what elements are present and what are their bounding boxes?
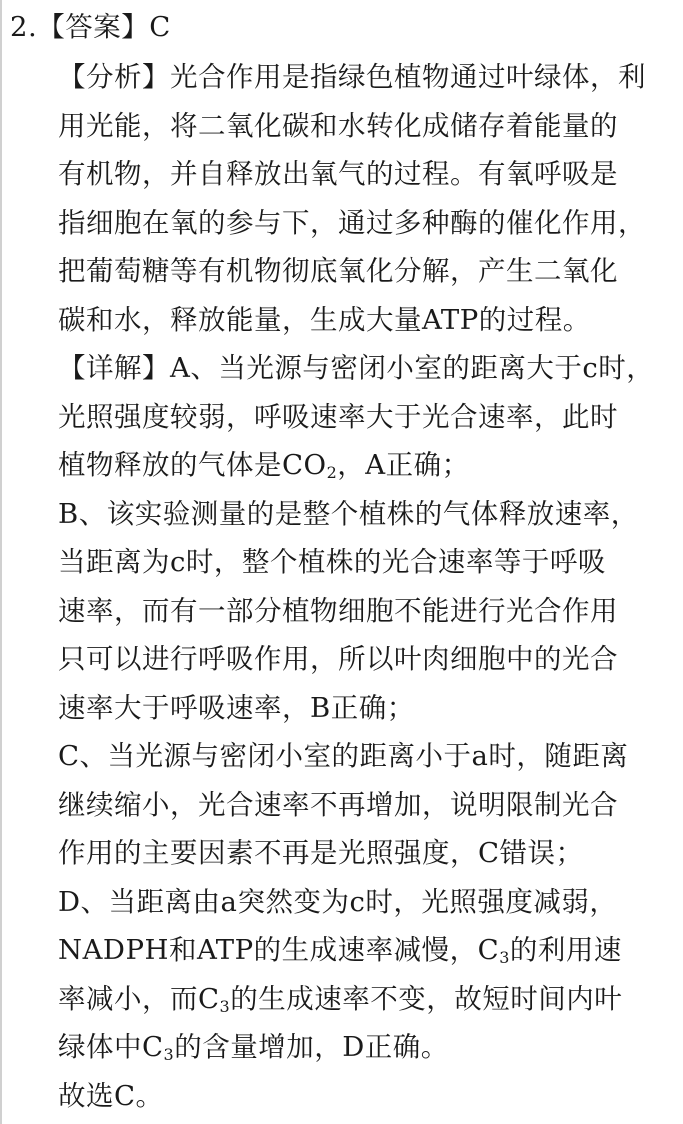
line-segment: 绿体中C	[58, 1031, 164, 1063]
question-number: 2.	[10, 11, 38, 43]
text-line: 碳和水，释放能量，生成大量ATP的过程。	[58, 304, 591, 336]
left-margin-rule	[0, 0, 2, 1124]
subscript: 3	[163, 1045, 175, 1064]
line-segment: 的利用速	[509, 934, 622, 966]
text-line: 【详解】A、当光源与密闭小室的距离大于c时，	[58, 352, 655, 384]
text-line: B、该实验测量的是整个植株的气体释放速率，	[58, 498, 639, 530]
text-line: D、当距离由a突然变为c时，光照强度减弱，	[58, 886, 618, 918]
line-segment: ，A正确；	[337, 449, 470, 481]
text-line: 当距离为c时，整个植株的光合速率等于呼吸	[58, 546, 606, 578]
text-line: 指细胞在氧的参与下，通过多种酶的催化作用，	[58, 207, 646, 239]
text-line: 把葡萄糖等有机物彻底氧化分解，产生二氧化	[58, 255, 618, 287]
text-line: 【分析】光合作用是指绿色植物通过叶绿体，利	[58, 61, 646, 93]
text-line	[58, 934, 622, 967]
text-line	[58, 983, 623, 1016]
text-line: 继续缩小，光合速率不再增加，说明限制光合	[58, 789, 618, 821]
text-line	[58, 1031, 449, 1064]
text-line: 用光能，将二氧化碳和水转化成储存着能量的	[58, 110, 618, 142]
line-segment: 的生成速率不变，故短时间内叶	[230, 983, 623, 1015]
text-line: C、当光源与密闭小室的距离小于a时，随距离	[58, 740, 629, 772]
subscript: 3	[219, 997, 231, 1016]
text-line: 故选C。	[58, 1080, 164, 1112]
subscript: 2	[326, 463, 338, 482]
line-segment: NADPH和ATP的生成速率减慢，C	[58, 934, 500, 966]
answer-label: 【答案】C	[37, 11, 171, 43]
text-line: 速率，而有一部分植物细胞不能进行光合作用	[58, 595, 618, 627]
text-line: 光照强度较弱，呼吸速率大于光合速率，此时	[58, 401, 618, 433]
subscript: 3	[499, 948, 510, 967]
text-line: 有机物，并自释放出氧气的过程。有氧呼吸是	[58, 158, 618, 190]
answer-heading	[10, 11, 171, 43]
line-segment: 植物释放的气体是CO	[58, 449, 327, 481]
text-line	[58, 449, 470, 482]
line-segment: 的含量增加，D正确。	[174, 1031, 449, 1063]
text-line: 作用的主要因素不再是光照强度，C错误；	[58, 837, 584, 869]
text-line: 只可以进行呼吸作用，所以叶肉细胞中的光合	[58, 643, 618, 675]
text-line: 速率大于呼吸速率，B正确；	[58, 692, 415, 724]
line-segment: 率减小，而C	[58, 983, 220, 1015]
